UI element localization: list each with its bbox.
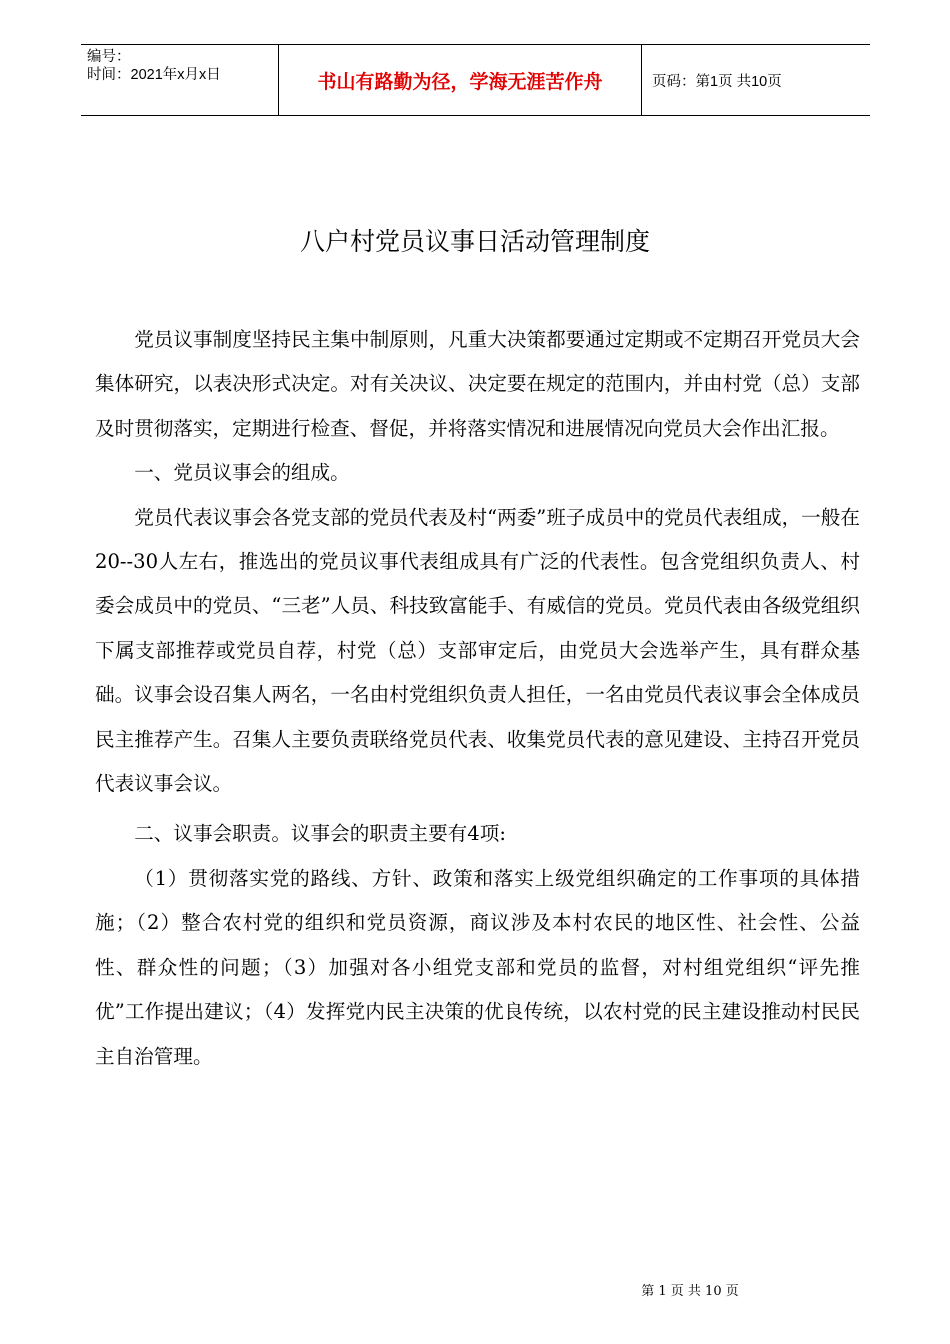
- header-meta: [81, 45, 278, 115]
- paragraph-composition: 党员代表议事会各党支部的党员代表及村“两委”班子成员中的党员代表组成，一般在20--30人左右，推选出的党员议事代表组成具有广泛的代表性。包含党组织负责人、村委会成员中的党员、“三老”人员、科技致富能手、有威信的党员。党员代表由各级党组织下属支部推荐或党员自荐，村党（总）支部审定后，由党员大会选举产生，具有群众基础。议事会设召集人两名，一名由村党组织负责人担任，一名由党员代表议事会全体成员民主推荐产生。召集人主要负责联络党员代表、收集党员代表的意见建设、主持召开党员代表议事会议。: [95, 505, 860, 796]
- header-page-code: 页码：第1页 共10页: [652, 73, 782, 90]
- header-motto: 书山有路勤为径，学海无涯苦作舟: [278, 45, 642, 115]
- paragraph-duties: （1）贯彻落实党的路线、方针、政策和落实上级党组织确定的工作事项的具体措施；（2）整合农村党的组织和党员资源，商议涉及本村农民的地区性、社会性、公益性、群众性的问题；（3）加强对各小组党支部和党员的监督，对村组党组织“评先推优”工作提出建议；（4）发挥党内民主决策的优良传统，以农村党的民主建设推动村民民主自治管理。: [95, 866, 860, 1068]
- paragraph-intro: 党员议事制度坚持民主集中制原则，凡重大决策都要通过定期或不定期召开党员大会集体研究，以表决形式决定。对有关决议、决定要在规定的范围内，并由村党（总）支部及时贯彻落实，定期进行检查、督促，并将落实情况和进展情况向党员大会作出汇报。: [95, 328, 860, 440]
- section-heading-duties: 二、议事会职责。议事会的职责主要有4项:: [134, 822, 506, 846]
- document-body: [95, 318, 860, 1079]
- date-label: 时间：2021年x月x日: [87, 67, 221, 83]
- document-title: 八户村党员议事日活动管理制度: [299, 227, 650, 256]
- page-footer: 第 1 页 共 10 页: [641, 1284, 739, 1299]
- number-label: 编号：: [87, 49, 131, 65]
- page-header: [81, 44, 870, 116]
- section-heading-composition: 一、党员议事会的组成。: [134, 461, 350, 485]
